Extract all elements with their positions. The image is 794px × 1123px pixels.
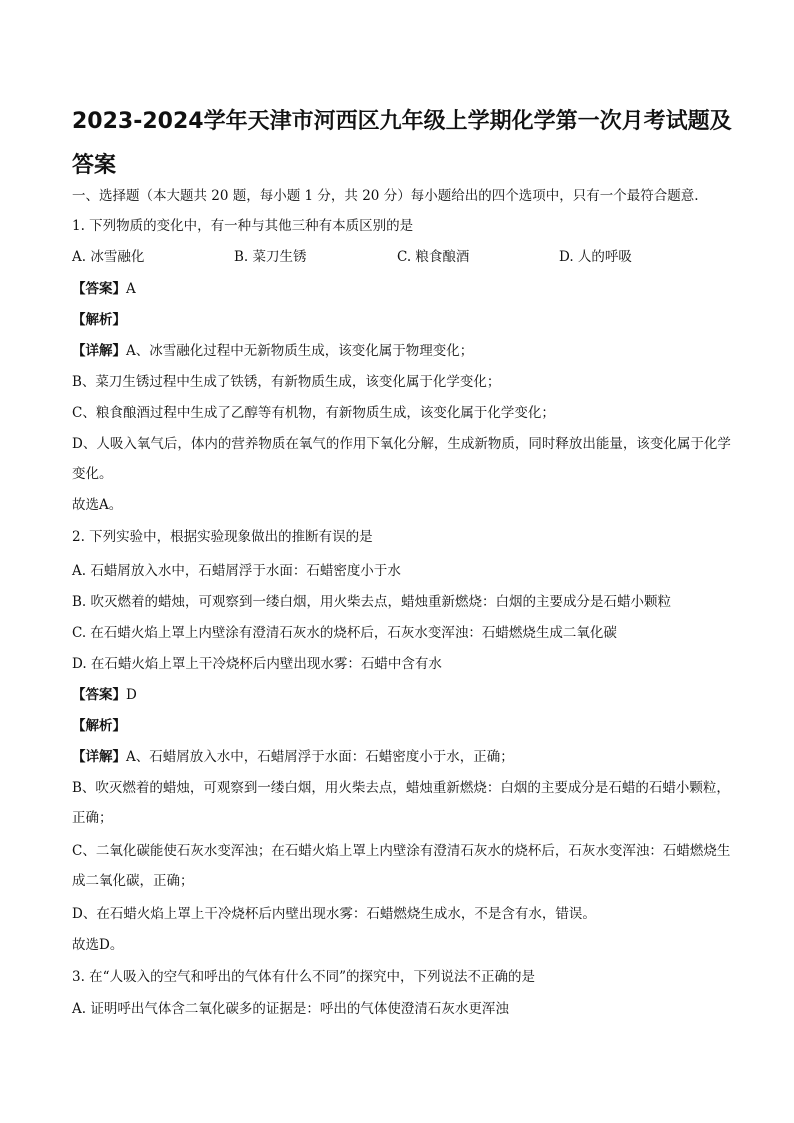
- question-1-detail-a: [72, 341, 732, 361]
- answer-tag: 【答案】: [72, 687, 126, 703]
- question-1-conclusion: 故选A。: [72, 497, 123, 513]
- section-heading: 一、选择题（本大题共 20 题，每小题 1 分，共 20 分）每小题给出的四个选项中，只有一个最符合题意.: [72, 188, 699, 204]
- option-d: D. 人的呼吸: [559, 249, 632, 265]
- answer-tag: 【答案】: [72, 281, 126, 297]
- question-1-detail-b: B、菜刀生锈过程中生成了铁锈，有新物质生成，该变化属于化学变化；: [72, 374, 501, 390]
- document-title: 2023-2024学年天津市河西区九年级上学期化学第一次月考试题及答案: [72, 109, 732, 178]
- analysis-tag: 【解析】: [72, 718, 126, 734]
- question-2-detail-d: D、在石蜡火焰上罩上干冷烧杯后内壁出现水雾：石蜡燃烧生成水，不是含有水，错误。: [72, 906, 596, 922]
- question-2-stem: 2. 下列实验中，根据实验现象做出的推断有误的是: [72, 529, 373, 545]
- question-2-option-d: D. 在石蜡火焰上罩上干冷烧杯后内壁出现水雾：石蜡中含有水: [72, 656, 442, 672]
- question-2-detail-a: [72, 747, 732, 767]
- analysis-tag: 【解析】: [72, 312, 126, 328]
- question-2-detail-b: B、吹灭燃着的蜡烛，可观察到一缕白烟，用火柴去点，蜡烛重新燃烧：白烟的主要成分是石蜡的石蜡小颗粒，正确；: [72, 780, 730, 826]
- question-2-detail-c: C、二氧化碳能使石灰水变浑浊；在石蜡火焰上罩上内壁涂有澄清石灰水的烧杯后，石灰水变浑浊：石蜡燃烧生成二氧化碳，正确；: [72, 843, 731, 889]
- question-2-answer: [72, 685, 732, 705]
- detail-tag: 【详解】: [72, 343, 126, 359]
- question-1-detail-c: C、粮食酿酒过程中生成了乙醇等有机物，有新物质生成，该变化属于化学变化；: [72, 405, 555, 421]
- option-c: C. 粮食酿酒: [397, 249, 470, 265]
- question-2-conclusion: 故选D。: [72, 937, 124, 953]
- question-2-option-c: C. 在石蜡火焰上罩上内壁涂有澄清石灰水的烧杯后，石灰水变浑浊：石蜡燃烧生成二氧化碳: [72, 625, 617, 641]
- detail-text: A、冰雪融化过程中无新物质生成，该变化属于物理变化；: [126, 343, 474, 359]
- option-a: A. 冰雪融化: [72, 249, 145, 265]
- question-1-stem: 1. 下列物质的变化中，有一种与其他三种有本质区别的是: [72, 218, 414, 234]
- option-b: B. 菜刀生锈: [234, 249, 307, 265]
- detail-tag: 【详解】: [72, 749, 126, 765]
- answer-value: D: [126, 687, 137, 703]
- detail-text: A、石蜡屑放入水中，石蜡屑浮于水面：石蜡密度小于水，正确；: [126, 749, 514, 765]
- answer-value: A: [126, 281, 136, 297]
- question-1-analysis-tag: [72, 310, 732, 330]
- question-2-analysis-tag: [72, 716, 732, 736]
- question-3-stem: 3. 在“人吸入的空气和呼出的气体有什么不同”的探究中，下列说法不正确的是: [72, 969, 535, 985]
- question-2-option-a: A. 石蜡屑放入水中，石蜡屑浮于水面：石蜡密度小于水: [72, 563, 401, 579]
- question-2-option-b: B. 吹灭燃着的蜡烛，可观察到一缕白烟，用火柴去点，蜡烛重新燃烧：白烟的主要成分是石蜡小颗粒: [72, 594, 672, 610]
- question-3-option-a: A. 证明呼出气体含二氧化碳多的证据是：呼出的气体使澄清石灰水更浑浊: [72, 1001, 509, 1017]
- question-1-answer: [72, 279, 732, 299]
- question-1-detail-d: D、人吸入氧气后，体内的营养物质在氧气的作用下氧化分解，生成新物质，同时释放出能量，该变化属于化学变化。: [72, 436, 731, 482]
